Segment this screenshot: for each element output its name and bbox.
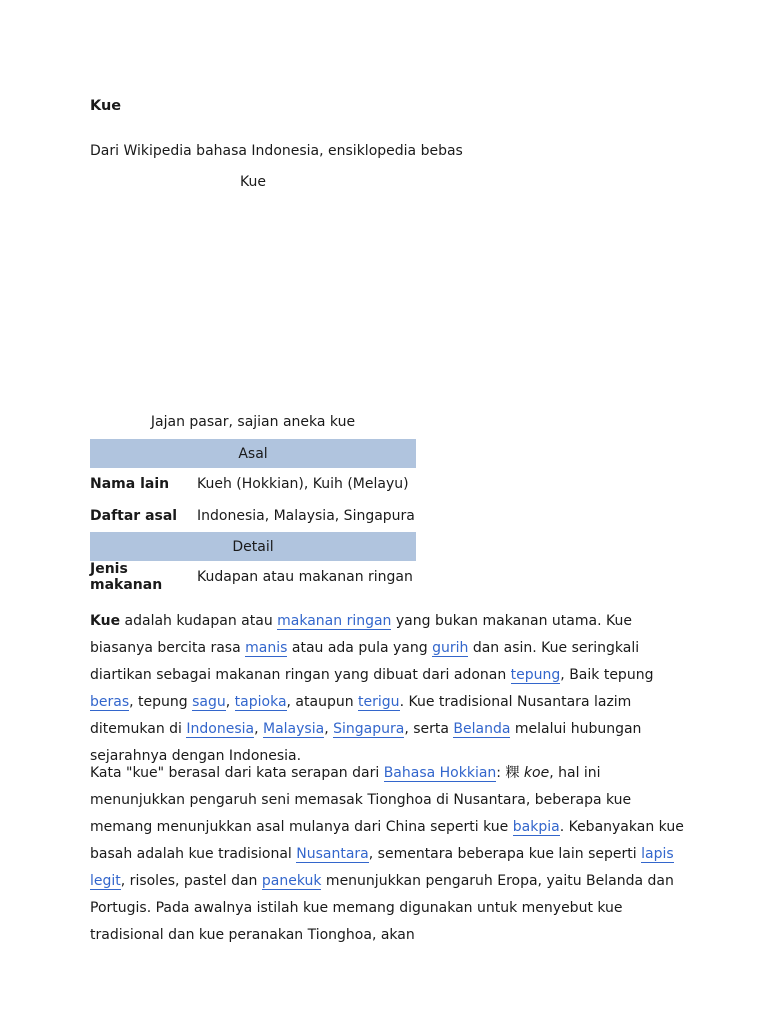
- infobox-section-detail: [90, 532, 416, 561]
- text: ,: [225, 694, 235, 710]
- infobox-value-other-names: Kueh (Hokkian), Kuih (Melayu): [197, 476, 409, 492]
- text: dan asin. Kue seringkali diartikan sebagai makanan ringan yang dibuat dari adonan: [90, 640, 640, 683]
- page-subtitle: Dari Wikipedia bahasa Indonesia, ensiklopedia bebas: [90, 143, 463, 159]
- paragraph-intro: [90, 608, 690, 770]
- infobox-label-other-names: Nama lain: [90, 476, 170, 492]
- link-gurih[interactable]: gurih: [432, 640, 469, 656]
- link-malaysia[interactable]: Malaysia: [263, 721, 325, 737]
- text: Kata "kue" berasal dari kata serapan dari: [90, 765, 384, 781]
- text: : 粿: [496, 765, 524, 781]
- text: yang bukan makanan utama. Kue biasanya bercita rasa: [90, 613, 632, 656]
- link-lapis-legit[interactable]: lapis legit: [90, 846, 674, 889]
- link-tapioka[interactable]: tapioka: [234, 694, 287, 710]
- link-bahasa-hokkian[interactable]: Bahasa Hokkian: [383, 765, 497, 781]
- link-sagu[interactable]: sagu: [192, 694, 226, 710]
- link-singapura[interactable]: Singapura: [333, 721, 405, 737]
- infobox-heading: [90, 174, 416, 190]
- infobox-heading-text: Kue: [240, 174, 266, 190]
- link-makanan-ringan[interactable]: makanan ringan: [277, 613, 392, 629]
- text: adalah kudapan atau: [120, 613, 278, 629]
- link-beras[interactable]: beras: [90, 694, 130, 710]
- text: , Baik tepung: [560, 667, 654, 683]
- infobox-image-placeholder: [90, 190, 416, 414]
- text: ,: [254, 721, 263, 737]
- text: , hal ini menunjukkan pengaruh seni memasak Tionghoa di Nusantara, beberapa kue memang menunjukkan asal mulanya dari China seperti kue: [90, 765, 632, 835]
- link-bakpia[interactable]: bakpia: [512, 819, 560, 835]
- text: . Kue tradisional Nusantara lazim ditemukan di: [90, 694, 632, 737]
- text: , tepung: [129, 694, 193, 710]
- infobox-value-origin-list: Indonesia, Malaysia, Singapura: [197, 508, 415, 524]
- infobox-row-origin-list: [90, 500, 416, 532]
- infobox-table: [90, 439, 416, 593]
- link-indonesia[interactable]: Indonesia: [186, 721, 255, 737]
- text: ,: [324, 721, 334, 737]
- link-belanda[interactable]: Belanda: [453, 721, 511, 737]
- text: , risoles, pastel dan: [120, 873, 262, 889]
- infobox-section-detail-label: Detail: [90, 532, 416, 561]
- infobox-value-food-type: Kudapan atau makanan ringan: [197, 569, 413, 585]
- infobox-row-food-type: [90, 561, 416, 593]
- link-manis[interactable]: manis: [245, 640, 288, 656]
- text: menunjukkan pengaruh Eropa, yaitu Belanda dan Portugis. Pada awalnya istilah kue memang digunakan untuk menyebut kue tradisional dan kue peranakan Tionghoa, akan: [90, 873, 674, 943]
- infobox-section-origin: [90, 439, 416, 468]
- infobox-section-origin-label: Asal: [90, 439, 416, 468]
- text: . Kebanyakan kue basah adalah kue tradisional: [90, 819, 684, 862]
- infobox: [90, 174, 416, 593]
- infobox-label-origin-list: Daftar asal: [90, 508, 178, 524]
- text: melalui hubungan sejarahnya dengan Indonesia.: [90, 721, 642, 764]
- paragraph-etymology: [90, 760, 690, 949]
- text: atau ada pula yang: [287, 640, 433, 656]
- infobox-caption: Jajan pasar, sajian aneka kue: [150, 414, 356, 430]
- page-title: Kue: [90, 98, 122, 114]
- link-panekuk[interactable]: panekuk: [261, 873, 322, 889]
- link-terigu[interactable]: terigu: [358, 694, 400, 710]
- link-nusantara[interactable]: Nusantara: [296, 846, 369, 862]
- link-tepung[interactable]: tepung: [510, 667, 561, 683]
- text: , serta: [404, 721, 454, 737]
- bold-term: Kue: [90, 613, 121, 629]
- infobox-row-other-names: [90, 468, 416, 500]
- italic-term: koe: [523, 765, 550, 781]
- text: , ataupun: [286, 694, 359, 710]
- infobox-label-food-type: Jenis makanan: [90, 561, 163, 593]
- text: , sementara beberapa kue lain seperti: [368, 846, 642, 862]
